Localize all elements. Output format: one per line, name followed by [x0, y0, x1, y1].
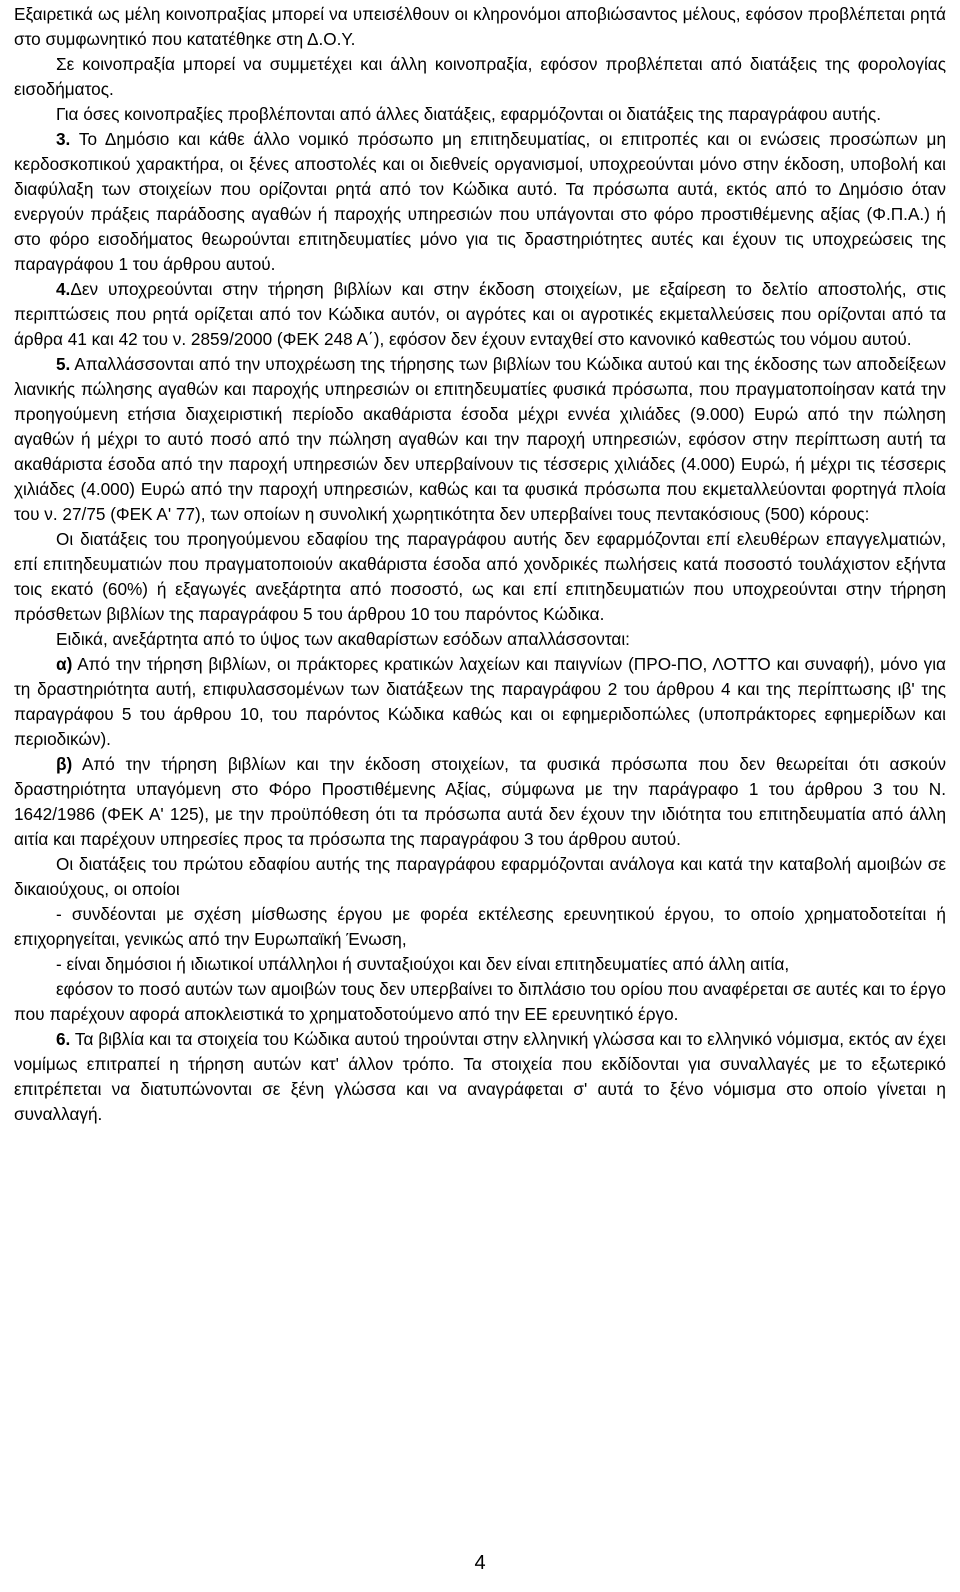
paragraph-text: εφόσον το ποσό αυτών των αμοιβών τους δεν υπερβαίνει το διπλάσιο του ορίου που αναφέρεται σε αυτές και το έργο που παρέχουν αφορά αποκλειστικά το χρηματοδοτούμενο από την ΕΕ ερευνητικό έργο.	[14, 979, 946, 1024]
paragraph-first-clause	[14, 852, 946, 902]
paragraph-heirs	[14, 2, 946, 52]
paragraph-text: Ειδικά, ανεξάρτητα από το ύψος των ακαθαρίστων εσόδων απαλλάσσονται:	[56, 629, 630, 649]
paragraph-text: Σε κοινοπραξία μπορεί να συμμετέχει και άλλη κοινοπραξία, εφόσον προβλέπεται από διατάξεις της φορολογίας εισοδήματος.	[14, 54, 946, 99]
paragraph-marker: 5.	[56, 354, 71, 374]
paragraph-5	[14, 352, 946, 527]
paragraph-text: Τα βιβλία και τα στοιχεία του Κώδικα αυτού τηρούνται στην ελληνική γλώσσα και το ελληνικό νόμισμα, εκτός αν έχει νομίμως επιτραπεί η τήρηση αυτών κατ' άλλον τρόπο. Τα στοιχεία που εκδίδονται για συναλλαγές με το εξωτερικό επιτρέπεται να διατυπώνονται σε ξένη γλώσσα και να αναγράφεται σ' αυτά το ξένο νόμισμα στο οποίο γίνεται η συναλλαγή.	[14, 1029, 946, 1124]
paragraph-6	[14, 1027, 946, 1127]
paragraph-dash-research	[14, 902, 946, 952]
paragraph-text: Οι διατάξεις του προηγούμενου εδαφίου της παραγράφου αυτής δεν εφαρμόζονται επί ελευθέρων επαγγελματιών, επί επιτηδευματιών που πραγματοποιούν ακαθάριστα έσοδα από χονδρικές πωλήσεις κατά ποσοστό τουλάχιστον εξήντα τοις εκατό (60%) ή εξαγωγές ανεξάρτητα από ποσοστό, ως και επί επιτηδευματιών που υποχρεούνται στην τήρηση πρόσθετων βιβλίων της παραγράφου 5 του άρθρου 10 του παρόντος Κώδικα.	[14, 529, 946, 624]
paragraph-marker: 4.	[56, 279, 71, 299]
paragraph-other-provisions	[14, 102, 946, 127]
page-number: 4	[474, 1552, 486, 1574]
paragraph-text: Το Δημόσιο και κάθε άλλο νομικό πρόσωπο μη επιτηδευματίας, οι επιτροπές και οι ενώσεις προσώπων μη κερδοσκοπικού χαρακτήρα, οι ξένες αποστολές και οι διεθνείς οργανισμοί, υποχρεούνται μόνο στην έκδοση, υποβολή και διαφύλαξη των στοιχείων που ορίζονται ρητά από τον Κώδικα αυτό. Τα πρόσωπα αυτά, εκτός από το Δημόσιο όταν ενεργούν πράξεις παράδοσης αγαθών ή παροχής υπηρεσιών που υπάγονται στο φόρο προστιθέμενης αξίας (Φ.Π.Α.) ή στο φόρο εισοδήματος θεωρούνται επιτηδευματίες μόνο για τις δραστηριότητες αυτές και έχουν τις υποχρεώσεις της παραγράφου 1 του άρθρου αυτού.	[14, 129, 946, 274]
paragraph-text: Δεν υποχρεούνται στην τήρηση βιβλίων και στην έκδοση στοιχείων, με εξαίρεση το δελτίο αποστολής, στις περιπτώσεις που ρητά ορίζεται από τον Κώδικα αυτόν, οι αγρότες και οι αγροτικές εκμεταλλεύσεις που ορίζονται από τα άρθρα 41 και 42 του ν. 2859/2000 (ΦΕΚ 248 Α΄), εφόσον δεν έχουν ενταχθεί στο κανονικό καθεστώς του νόμου αυτού.	[14, 279, 946, 349]
paragraph-joint-venture-member	[14, 52, 946, 102]
paragraph-marker: 6.	[56, 1029, 71, 1049]
paragraph-amount-condition	[14, 977, 946, 1027]
paragraph-text: Από την τήρηση βιβλίων και την έκδοση στοιχείων, τα φυσικά πρόσωπα που δεν θεωρείται ότι ασκούν δραστηριότητα υπαγόμενη στο Φόρο Προστιθέμενης Αξίας, σύμφωνα με την παράγραφο 1 του άρθρου 3 του Ν. 1642/1986 (ΦΕΚ Α' 125), με την προϋπόθεση ότι τα πρόσωπα αυτά δεν έχουν την ιδιότητα του επιτηδευματία από άλλη αιτία και παρέχουν υπηρεσίες προς τα πρόσωπα της παραγράφου 3 του άρθρου αυτού.	[14, 754, 946, 849]
paragraph-b	[14, 752, 946, 852]
document-body	[14, 2, 946, 1127]
paragraph-text: Εξαιρετικά ως μέλη κοινοπραξίας μπορεί να υπεισέλθουν οι κληρονόμοι αποβιώσαντος μέλους, εφόσον προβλέπεται ρητά στο συμφωνητικό που κατατέθηκε στη Δ.Ο.Υ.	[14, 4, 946, 49]
paragraph-marker: α)	[56, 654, 73, 674]
paragraph-4	[14, 277, 946, 352]
paragraph-specifically	[14, 627, 946, 652]
paragraph-text: - συνδέονται με σχέση μίσθωσης έργου με φορέα εκτέλεσης ερευνητικού έργου, το οποίο χρηματοδοτείται ή επιχορηγείται, γενικώς από την Ευρωπαϊκή Ένωση,	[14, 904, 946, 949]
paragraph-text: Οι διατάξεις του πρώτου εδαφίου αυτής της παραγράφου εφαρμόζονται ανάλογα και κατά την καταβολή αμοιβών σε δικαιούχους, οι οποίοι	[14, 854, 946, 899]
paragraph-marker: β)	[56, 754, 73, 774]
paragraph-marker: 3.	[56, 129, 71, 149]
paragraph-text: Από την τήρηση βιβλίων, οι πράκτορες κρατικών λαχείων και παιγνίων (ΠΡΟ-ΠΟ, ΛΟΤΤΟ και συναφή), μόνο για τη δραστηριότητα αυτή, επιφυλασσομένων των διατάξεων της παραγράφου 2 του άρθρου 4 και της περίπτωσης ιβ' της παραγράφου 5 του άρθρου 10, του παρόντος Κώδικα καθώς και οι εφημεριδοπώλες (υποπράκτορες εφημερίδων και περιοδικών).	[14, 654, 946, 749]
paragraph-exceptions	[14, 527, 946, 627]
paragraph-3	[14, 127, 946, 277]
paragraph-dash-employees	[14, 952, 946, 977]
paragraph-text: - είναι δημόσιοι ή ιδιωτικοί υπάλληλοι ή συνταξιούχοι και δεν είναι επιτηδευματίες από άλλη αιτία,	[56, 954, 790, 974]
paragraph-a	[14, 652, 946, 752]
paragraph-text: Απαλλάσσονται από την υποχρέωση της τήρησης των βιβλίων του Κώδικα αυτού και της έκδοσης των αποδείξεων λιανικής πώλησης αγαθών και παροχής υπηρεσιών οι επιτηδευματίες φυσικά πρόσωπα, που πραγματοποίησαν κατά την προηγούμενη ετήσια διαχειριστική περίοδο ακαθάριστα έσοδα μέχρι εννέα χιλιάδες (9.000) Ευρώ από την πώληση αγαθών ή μέχρι το αυτό ποσό από την πώληση αγαθών και την παροχή υπηρεσιών, εφόσον στην περίπτωση αυτή τα ακαθάριστα έσοδα από την παροχή υπηρεσιών δεν υπερβαίνουν τις τέσσερις χιλιάδες (4.000) Ευρώ, ή μέχρι τις τέσσερις χιλιάδες (4.000) Ευρώ από την παροχή υπηρεσιών, καθώς και τα φυσικά πρόσωπα που εκμεταλλεύονται φορτηγά πλοία του ν. 27/75 (ΦΕΚ Α' 77), των οποίων η συνολική χωρητικότητα δεν υπερβαίνει τους πεντακόσιους (500) κόρους:	[14, 354, 946, 524]
paragraph-text: Για όσες κοινοπραξίες προβλέπονται από άλλες διατάξεις, εφαρμόζονται οι διατάξεις της παραγράφου αυτής.	[56, 104, 882, 124]
